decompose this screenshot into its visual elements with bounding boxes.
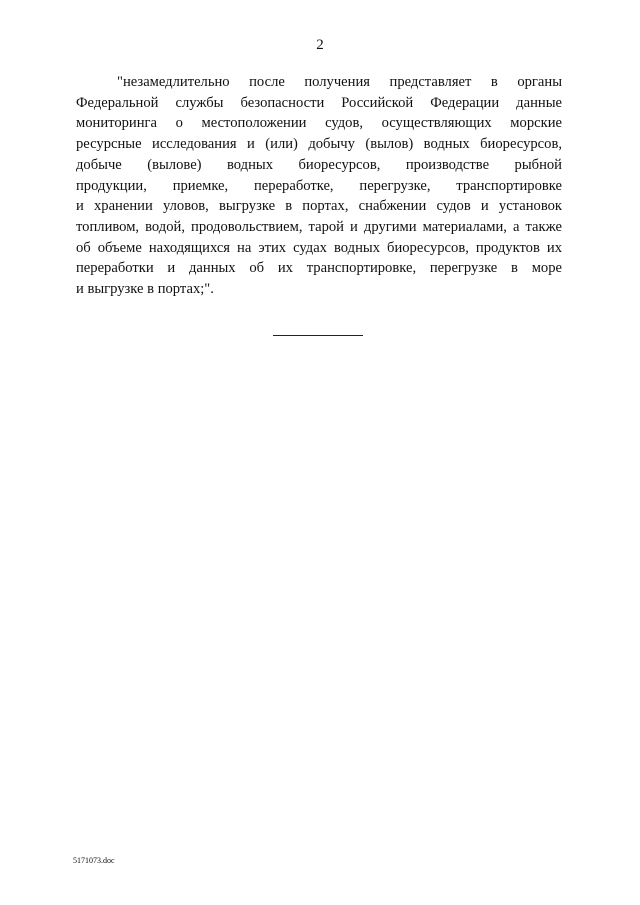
text-line: Федеральной службы безопасности Российской Федерации данные <box>76 94 562 111</box>
text-line: об объеме находящихся на этих судах водных биоресурсов, продуктов их <box>76 239 562 256</box>
text-line: топливом, водой, продовольствием, тарой и другими материалами, а также <box>76 218 562 235</box>
section-divider <box>273 335 363 336</box>
text-line: "незамедлительно после получения представляет в органы <box>117 74 562 90</box>
page-number: 2 <box>316 37 324 53</box>
text-line: добыче (вылове) водных биоресурсов, производстве рыбной <box>76 156 562 173</box>
footer-file-name: 5171073.doc <box>73 856 115 865</box>
amendment-text <box>76 72 562 300</box>
text-line: переработки и данных об их транспортировке, перегрузке в море <box>76 260 562 277</box>
text-line: мониторинга о местоположении судов, осуществляющих морские <box>76 115 562 132</box>
text-line: и выгрузке в портах;". <box>76 281 214 298</box>
text-line: ресурсные исследования и (или) добычу (вылов) водных биоресурсов, <box>76 136 562 153</box>
text-line: продукции, приемке, переработке, перегрузке, транспортировке <box>76 177 562 194</box>
text-line: и хранении уловов, выгрузке в портах, снабжении судов и установок <box>76 198 562 215</box>
